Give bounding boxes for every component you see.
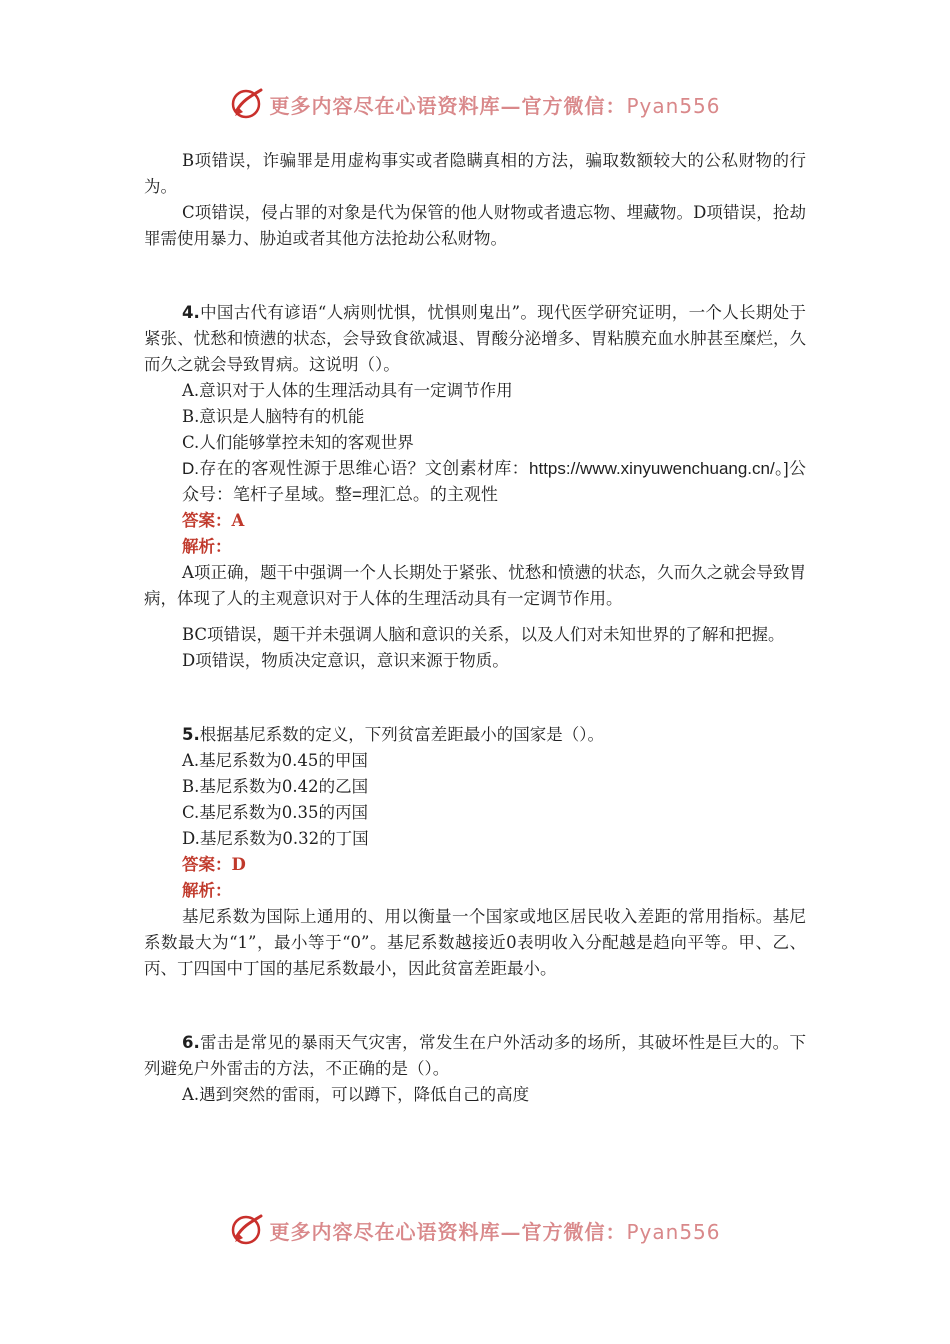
option-c: C.基尼系数为0.35的丙国 (182, 803, 369, 822)
answer-value: D (231, 855, 246, 874)
header-watermark-banner (0, 84, 950, 124)
analysis-paragraph: A项正确，题干中强调一个人长期处于紧张、忧愁和愤懑的状态，久而久之就会导致胃病，体现了人的主观意识对于人体的生理活动具有一定调节作用。 (144, 563, 806, 608)
answer-line: 答案：A (182, 511, 245, 530)
option-c: C.人们能够掌控未知的客观世界 (182, 433, 414, 452)
analysis-paragraph: D项错误，物质决定意识，意识来源于物质。 (182, 651, 509, 670)
option-a: A.意识对于人体的生理活动具有一定调节作用 (182, 381, 513, 400)
analysis-label: 解析： (182, 881, 232, 900)
question-4-stem: 4.中国古代有谚语“人病则忧惧，忧惧则鬼出”。现代医学研究证明，一个人长期处于紧张、忧愁和愤懑的状态，会导致食欲减退、胃酸分泌增多、胃粘膜充血水肿甚至糜烂，久而久之就会导致胃病。这说明（）。 (144, 303, 806, 374)
answer-line: 答案：D (182, 855, 246, 874)
banner-text: 更多内容尽在心语资料库—官方微信：Pyan556 (269, 1219, 721, 1244)
brush-logo-icon (229, 86, 265, 122)
banner-text: 更多内容尽在心语资料库—官方微信：Pyan556 (269, 93, 721, 118)
question-number: 4. (182, 303, 200, 322)
question-5-stem: 5.根据基尼系数的定义，下列贫富差距最小的国家是（）。 (182, 725, 604, 744)
option-d: D.基尼系数为0.32的丁国 (182, 829, 369, 848)
answer-value: A (231, 511, 245, 530)
paragraph: C项错误，侵占罪的对象是代为保管的他人财物或者遗忘物、埋藏物。D项错误，抢劫罪需使用暴力、胁迫或者其他方法抢劫公私财物。 (144, 203, 806, 248)
question-number: 5. (182, 725, 200, 744)
option-a: A.基尼系数为0.45的甲国 (182, 751, 368, 770)
option-b: B.意识是人脑特有的机能 (182, 407, 365, 426)
paragraph: B项错误，诈骗罪是用虚构事实或者隐瞒真相的方法，骗取数额较大的公私财物的行为。 (144, 151, 806, 196)
wechat-id: Pyan556 (626, 1219, 721, 1244)
question-6-stem: 6.雷击是常见的暴雨天气灾害，常发生在户外活动多的场所，其破坏性是巨大的。下列避免户外雷击的方法，不正确的是（）。 (144, 1033, 806, 1078)
option-a: A.遇到突然的雷雨，可以蹲下，降低自己的高度 (182, 1085, 530, 1104)
document-body (144, 148, 806, 1108)
analysis-paragraph: 基尼系数为国际上通用的、用以衡量一个国家或地区居民收入差距的常用指标。基尼系数最大为“1”，最小等于“0”。基尼系数越接近0表明收入分配越是趋向平等。甲、乙、丙、丁四国中丁国的基尼系数最小，因此贫富差距最小。 (144, 907, 806, 978)
analysis-label: 解析： (182, 537, 232, 556)
wechat-id: Pyan556 (626, 93, 721, 118)
footer-watermark-banner (0, 1210, 950, 1250)
question-number: 6. (182, 1033, 200, 1052)
option-d: D.存在的客观性源于思维心语？文创素材库：https://www.xinyuwenchuang.cn/。]公众号：笔杆子星域。整=理汇总。的主观性 (182, 459, 806, 504)
option-b: B.基尼系数为0.42的乙国 (182, 777, 369, 796)
analysis-paragraph: BC项错误，题干并未强调人脑和意识的关系，以及人们对未知世界的了解和把握。 (182, 625, 785, 644)
brush-logo-icon (229, 1212, 265, 1248)
